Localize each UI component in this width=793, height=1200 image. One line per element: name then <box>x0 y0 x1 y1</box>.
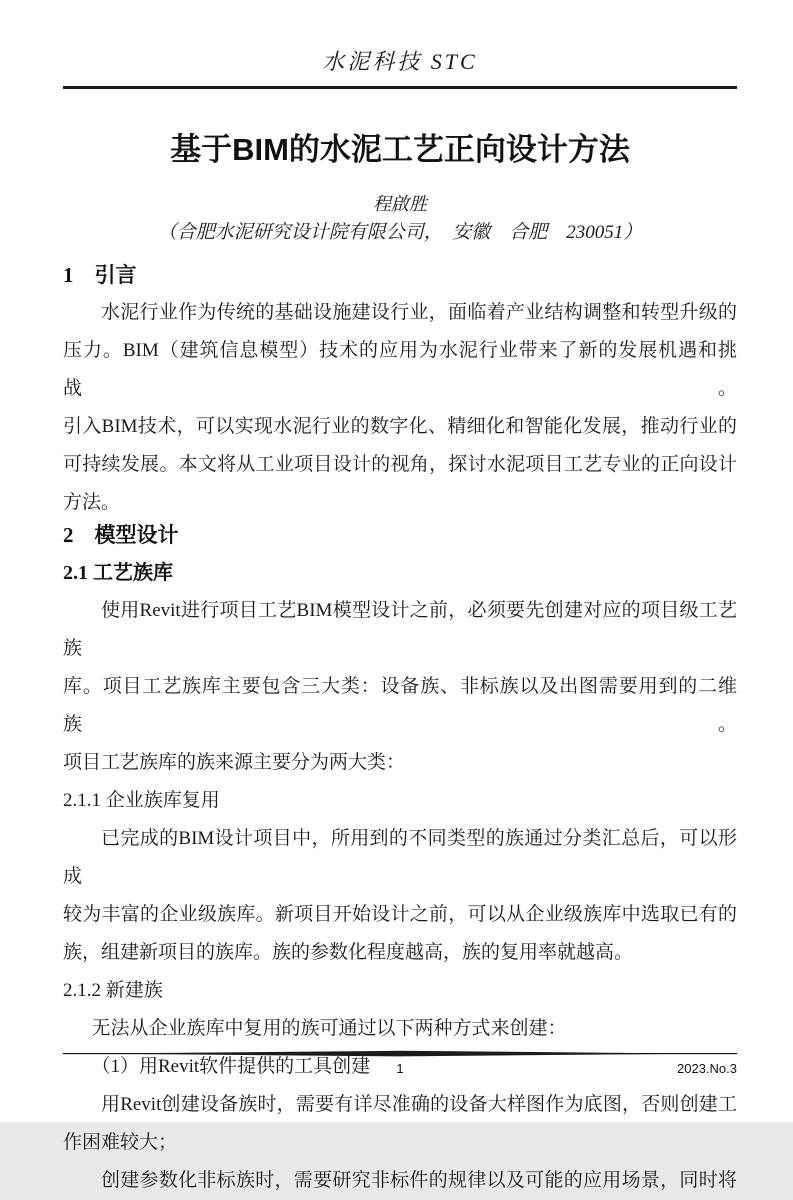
body-line: 已完成的BIM设计项目中，所用到的不同类型的族通过分类汇总后，可以形成 <box>63 828 737 887</box>
journal-title: 水泥科技 STC <box>322 49 478 74</box>
body-line: 可持续发展。本文将从工业项目设计的视角，探讨水泥项目工艺专业的正向设计 <box>63 454 737 475</box>
subsubsection-heading: 2.1.1 企业族库复用 <box>63 790 220 811</box>
footer-text <box>63 1060 737 1078</box>
page-number: 1 <box>396 1061 404 1076</box>
page-footer <box>63 1050 737 1078</box>
body-line: 作困难较大； <box>63 1132 178 1153</box>
issue-label: 2023.No.3 <box>677 1061 737 1076</box>
body-line: （1）用Revit软件提供的工具创建 <box>91 1056 371 1077</box>
body-line: 引入BIM技术，可以实现水泥行业的数字化、精细化和智能化发展，推动行业的 <box>63 416 737 437</box>
body-line: 水泥行业作为传统的基础设施建设行业，面临着产业结构调整和转型升级的 <box>101 302 737 323</box>
body-line: 压力。BIM（建筑信息模型）技术的应用为水泥行业带来了新的发展机遇和挑战。 <box>63 340 737 399</box>
author-affiliation: （合肥水泥研究设计院有限公司， 安徽 合肥 230051） <box>157 222 643 243</box>
body-line: 无法从企业族库中复用的族可通过以下两种方式来创建： <box>91 1018 567 1039</box>
body-line: 库。项目工艺族库主要包含三大类：设备族、非标族以及出图需要用到的二维族。 <box>63 676 737 735</box>
body-line: 使用Revit进行项目工艺BIM模型设计之前，必须要先创建对应的项目级工艺族 <box>63 600 737 659</box>
body-line: 用Revit创建设备族时，需要有详尽准确的设备大样图作为底图，否则创建工 <box>101 1094 737 1115</box>
body-line: 族，组建新项目的族库。族的参数化程度越高，族的复用率就越高。 <box>63 942 634 963</box>
body-line: 较为丰富的企业级族库。新项目开始设计之前，可以从企业级族库中选取已有的 <box>63 904 737 925</box>
author-name: 程啟胜 <box>373 194 427 214</box>
article-title: 基于BIM的水泥工艺正向设计方法 <box>170 132 630 167</box>
header-rule <box>63 86 737 89</box>
body-line: 项目工艺族库的族来源主要分为两大类： <box>63 752 406 773</box>
page-header <box>0 0 793 89</box>
title-block <box>0 129 793 246</box>
body-line: 创建参数化非标族时，需要研究非标件的规律以及可能的应用场景，同时将 <box>101 1170 737 1191</box>
section-heading: 1 引言 <box>63 263 137 287</box>
subsubsection-heading: 2.1.2 新建族 <box>63 980 163 1001</box>
subsection-heading: 2.1 工艺族库 <box>63 562 173 584</box>
body-line: 方法。 <box>63 492 121 513</box>
footer-rule <box>63 1050 737 1058</box>
section-heading: 2 模型设计 <box>63 523 179 547</box>
